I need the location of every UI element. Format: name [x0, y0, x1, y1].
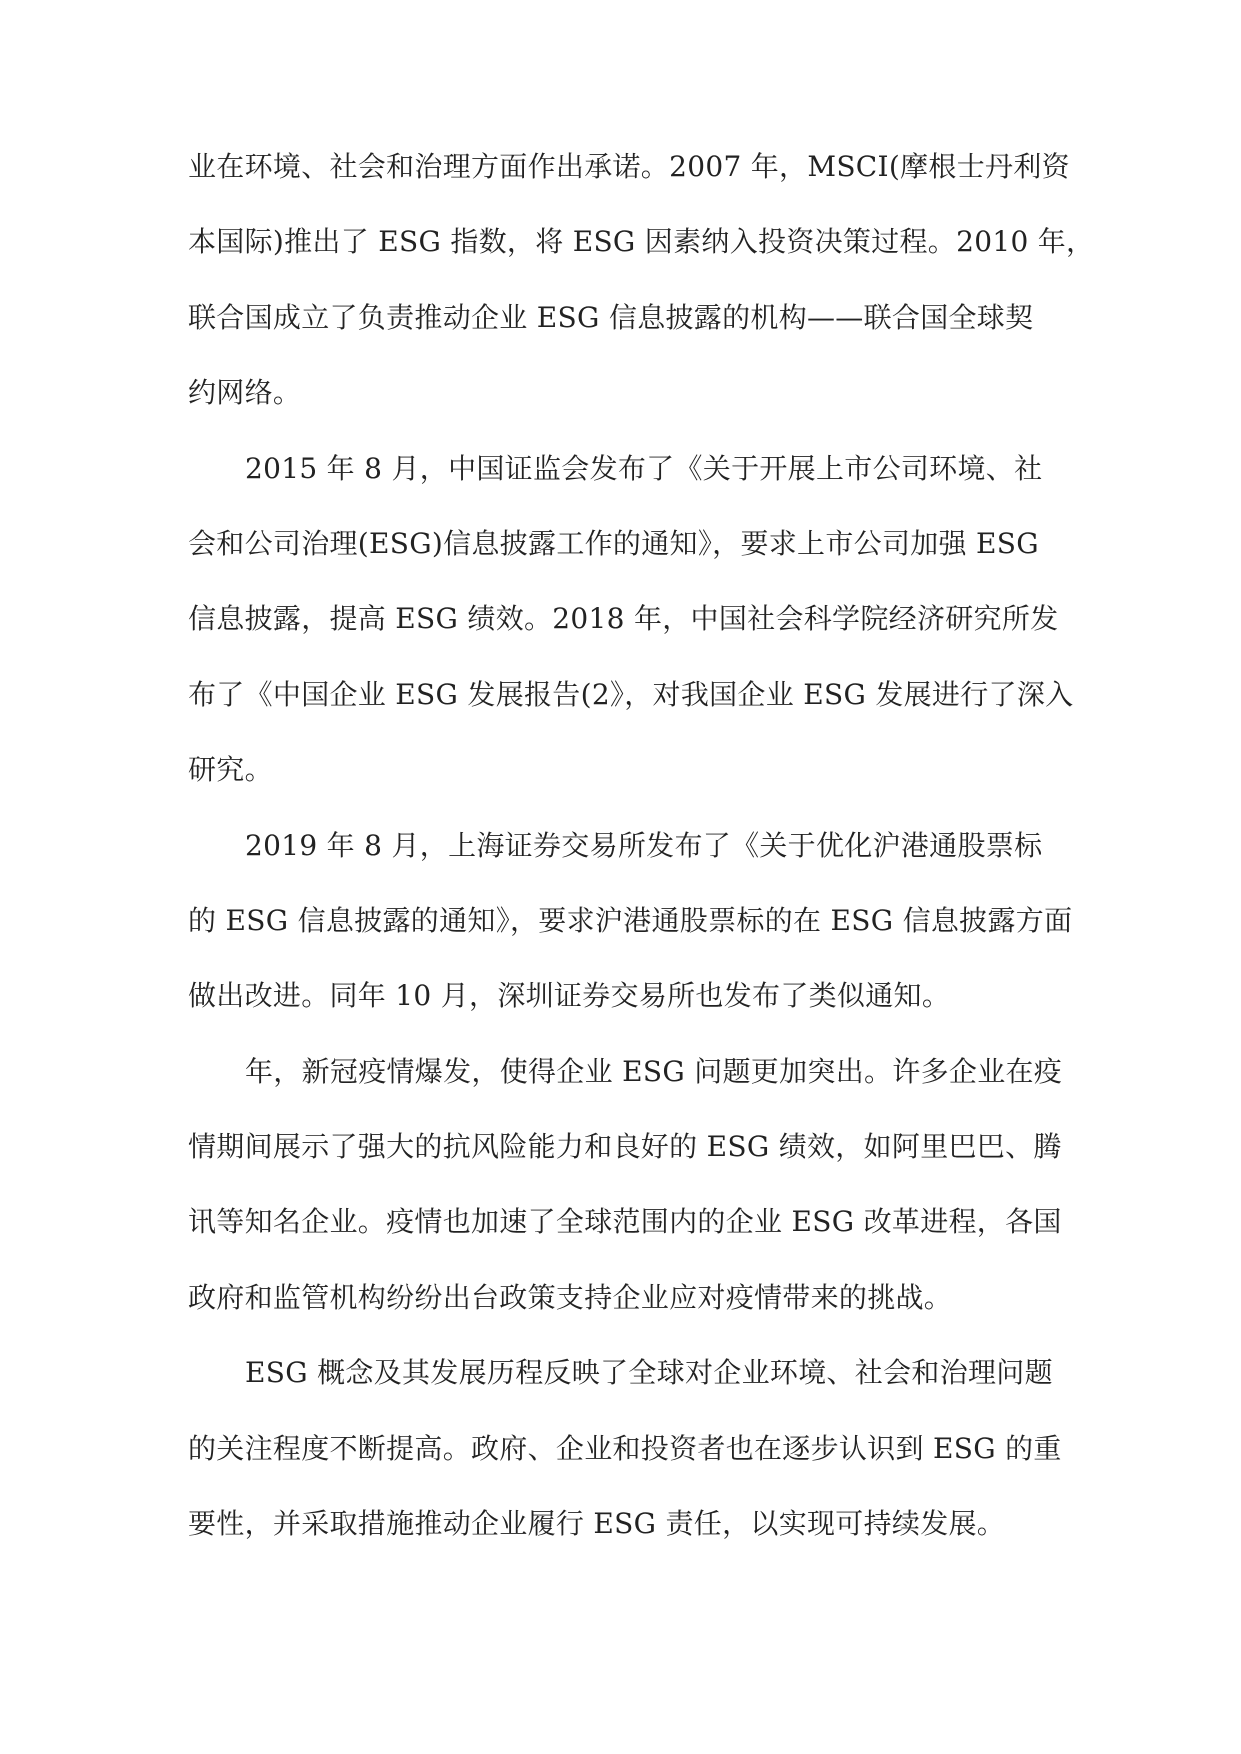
paragraph-5	[188, 1348, 1068, 1574]
text-line: 会和公司治理(ESG)信息披露工作的通知》，要求上市公司加强 ESG	[188, 526, 1039, 560]
text-line: 做出改进。同年 10 月，深圳证券交易所也发布了类似通知。	[188, 979, 951, 1013]
text-line: 信息披露，提高 ESG 绩效。2018 年，中国社会科学院经济研究所发	[188, 602, 1059, 636]
text-line: 约网络。	[188, 376, 302, 410]
paragraph-3	[188, 821, 1073, 1047]
text-line: 的 ESG 信息披露的通知》，要求沪港通股票标的在 ESG 信息披露方面	[188, 903, 1073, 937]
text-line: 布了《中国企业 ESG 发展报告(2》，对我国企业 ESG 发展进行了深入	[188, 677, 1074, 711]
paragraph-4	[188, 1047, 1068, 1349]
text-line: 联合国成立了负责推动企业 ESG 信息披露的机构——联合国全球契	[188, 300, 1034, 334]
document-body	[188, 142, 1095, 1574]
text-line: 的关注程度不断提高。政府、企业和投资者也在逐步认识到 ESG 的重	[188, 1431, 1062, 1465]
text-line: 2019 年 8 月，上海证券交易所发布了《关于优化沪港通股票标	[245, 828, 1043, 862]
text-line: 研究。	[188, 753, 273, 787]
text-line: 情期间展示了强大的抗风险能力和良好的 ESG 绩效，如阿里巴巴、腾	[188, 1130, 1062, 1164]
text-line: 本国际)推出了 ESG 指数，将 ESG 因素纳入投资决策过程。2010 年，	[188, 225, 1095, 259]
paragraph-2	[188, 444, 1074, 821]
paragraph-1	[188, 142, 1095, 444]
text-line: 年，新冠疫情爆发，使得企业 ESG 问题更加突出。许多企业在疫	[245, 1054, 1063, 1088]
text-line: 讯等知名企业。疫情也加速了全球范围内的企业 ESG 改革进程，各国	[188, 1205, 1062, 1239]
text-line: ESG 概念及其发展历程反映了全球对企业环境、社会和治理问题	[245, 1356, 1053, 1390]
text-line: 2015 年 8 月，中国证监会发布了《关于开展上市公司环境、社	[245, 451, 1043, 485]
text-line: 要性，并采取措施推动企业履行 ESG 责任，以实现可持续发展。	[188, 1507, 1006, 1541]
text-line: 政府和监管机构纷纷出台政策支持企业应对疫情带来的挑战。	[188, 1280, 953, 1314]
text-line: 业在环境、社会和治理方面作出承诺。2007 年，MSCI(摩根士丹利资	[188, 150, 1070, 183]
